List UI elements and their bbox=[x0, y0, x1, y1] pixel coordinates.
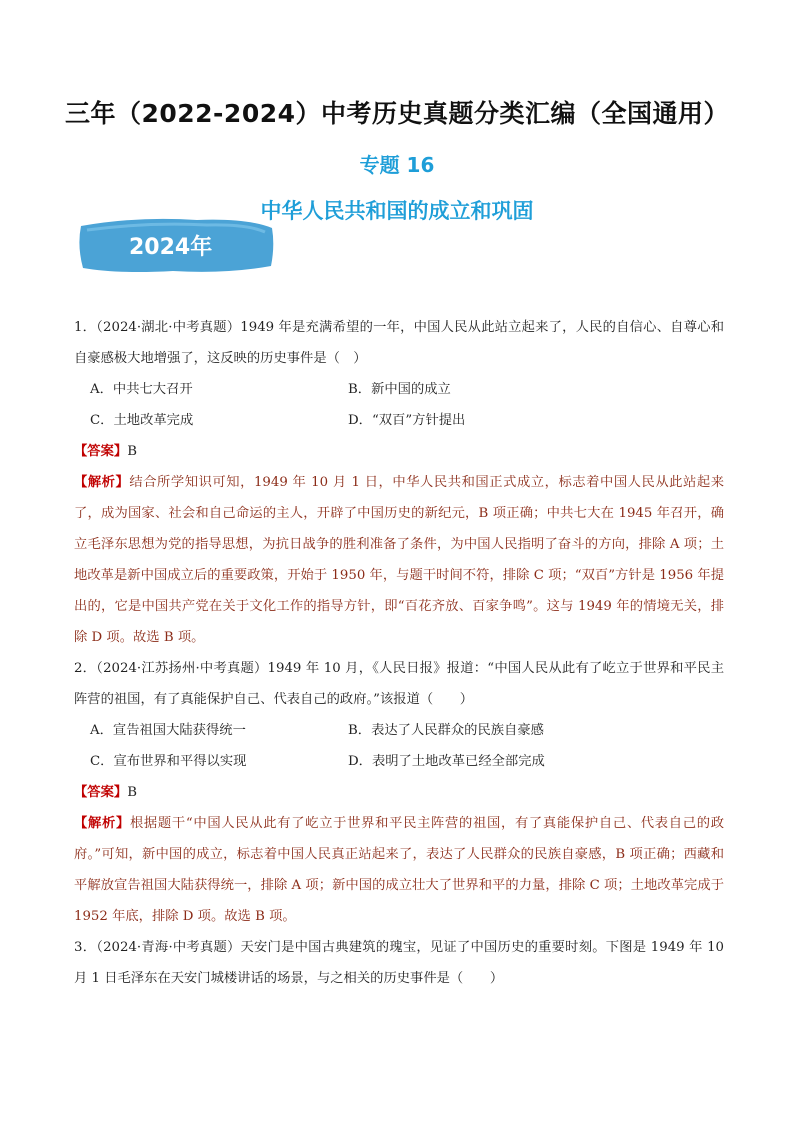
question-1-answer bbox=[74, 436, 724, 467]
question-1-options bbox=[74, 374, 724, 436]
question-2-options bbox=[74, 715, 724, 777]
question-1-option-c: C．土地改革完成 bbox=[90, 413, 194, 428]
analysis-tag: 【解析】 bbox=[74, 475, 130, 490]
question-3-stem: 3．（2024·青海·中考真题）天安门是中国古典建筑的瑰宝，见证了中国历史的重要时刻。下图是 1949 年 10 月 1 日毛泽东在天安门城楼讲话的场景，与之相关的历史事件是（ ） bbox=[74, 940, 724, 986]
year-section-badge bbox=[77, 216, 275, 276]
question-2-stem: 2．（2024·江苏扬州·中考真题）1949 年 10 月，《人民日报》报道：“中国人民从此有了屹立于世界和平民主阵营的祖国，有了真能保护自己、代表自己的政府。”该报道（ ） bbox=[74, 661, 724, 707]
answer-tag: 【答案】 bbox=[74, 785, 128, 800]
question-1-option-d: D．“双百”方针提出 bbox=[348, 413, 466, 428]
analysis-tag: 【解析】 bbox=[74, 816, 130, 831]
question-1-stem: 1．（2024·湖北·中考真题）1949 年是充满希望的一年，中国人民从此站立起来了，人民的自信心、自尊心和自豪感极大地增强了，这反映的历史事件是（ ） bbox=[74, 320, 724, 366]
analysis-text: 结合所学知识可知，1949 年 10 月 1 日，中华人民共和国正式成立，标志着中国人民从此站起来了，成为国家、社会和自己命运的主人，开辟了中国历史的新纪元，B 项正确；中共七大在 1945 年召开，确立毛泽东思想为党的指导思想，为抗日战争的胜利准备了条件，为中国人民指明了奋斗的方向，排除 A 项；土地改革是新中国成立后的重要政策，开始于 1950 年，与题干时间不符，排除 C 项；“双百”方针是 1956 年提出的，它是中国共产党在关于文化工作的指导方针，即“百花齐放、百家争鸣”。这与 1949 年的情境无关，排除 D 项。故选 B 项。 bbox=[74, 475, 725, 645]
question-2-option-a: A．宣告祖国大陆获得统一 bbox=[90, 723, 246, 738]
question-1-option-b: B．新中国的成立 bbox=[348, 382, 451, 397]
topic-subtitle: 中华人民共和国的成立和巩固 bbox=[260, 199, 534, 223]
question-list bbox=[74, 312, 724, 994]
question-2-option-c: C．宣布世界和平得以实现 bbox=[90, 754, 247, 769]
question-1-analysis bbox=[74, 467, 724, 653]
question-2-option-b: B．表达了人民群众的民族自豪感 bbox=[348, 723, 544, 738]
analysis-text: 根据题干“中国人民从此有了屹立于世界和平民主阵营的祖国，有了真能保护自己、代表自己的政府。”可知，新中国的成立，标志着中国人民真正站起来了，表达了人民群众的民族自豪感，B 项正确；西藏和平解放宣告祖国大陆获得统一，排除 A 项；新中国的成立壮大了世界和平的力量，排除 C 项；土地改革完成于 1952 年底，排除 D 项。故选 B 项。 bbox=[74, 816, 725, 924]
answer-tag: 【答案】 bbox=[74, 444, 128, 459]
question-2-analysis bbox=[74, 808, 724, 932]
question-1-option-a: A．中共七大召开 bbox=[90, 382, 193, 397]
answer-value: B bbox=[127, 785, 137, 800]
topic-number: 专题 16 bbox=[359, 153, 435, 177]
question-2-answer bbox=[74, 777, 724, 808]
document-title: 三年（2022-2024）中考历史真题分类汇编（全国通用） bbox=[64, 99, 730, 128]
answer-value: B bbox=[127, 444, 137, 459]
year-label: 2024年 bbox=[129, 235, 213, 260]
question-2-option-d: D．表明了土地改革已经全部完成 bbox=[348, 754, 545, 769]
